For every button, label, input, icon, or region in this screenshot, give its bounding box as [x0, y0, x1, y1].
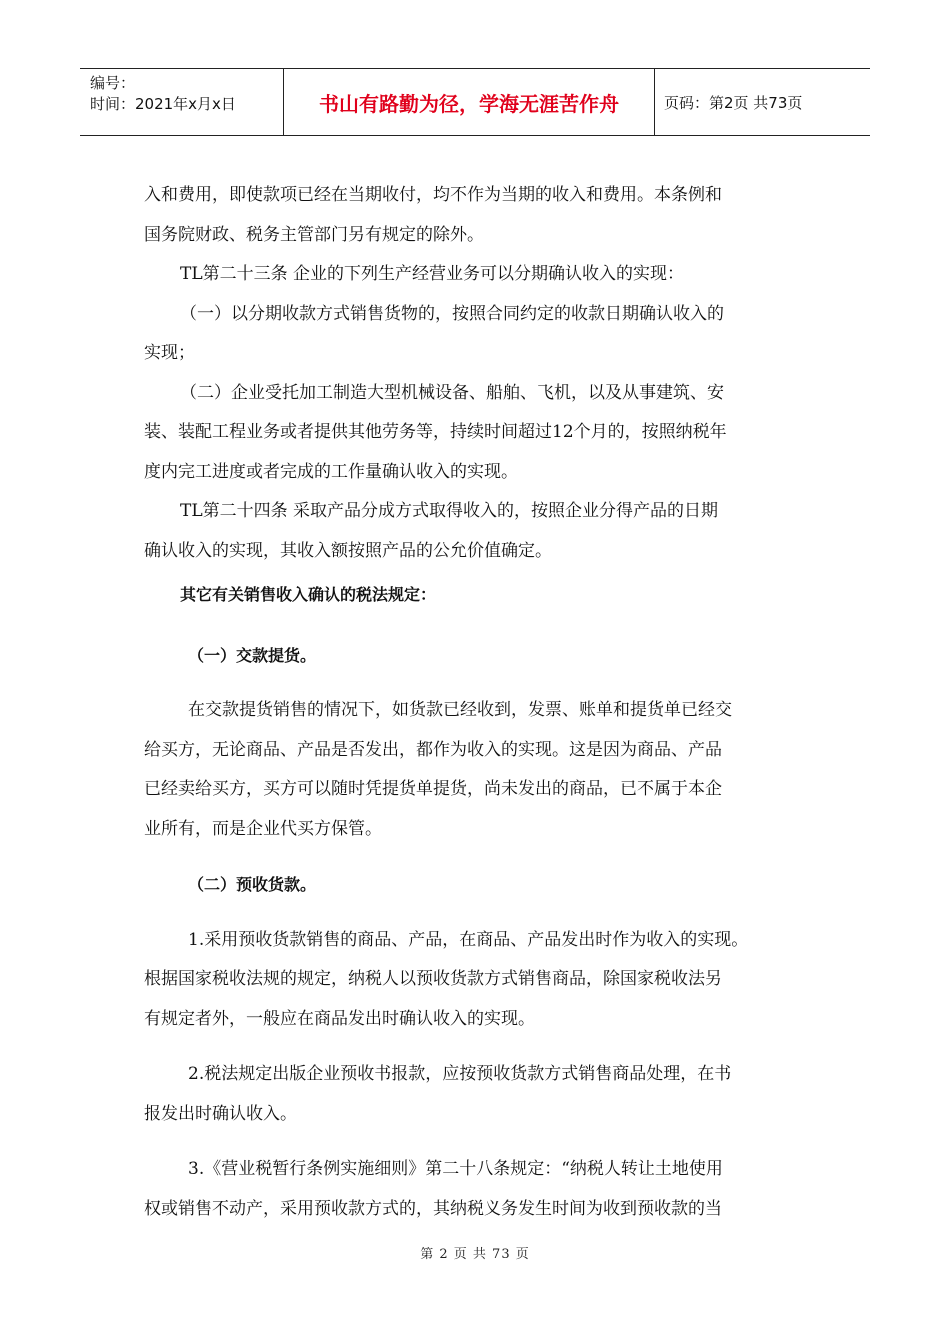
text-line: 确认收入的实现，其收入额按照产品的公允价值确定。: [144, 540, 552, 561]
text-line: 在交款提货销售的情况下，如货款已经收到，发票、账单和提货单已经交: [188, 700, 732, 720]
text-line: （二）企业受托加工制造大型机械设备、船舶、飞机，以及从事建筑、安: [180, 382, 724, 403]
number-label: 编号：: [90, 74, 136, 92]
article-24: TL第二十四条 采取产品分成方式取得收入的，按照企业分得产品的日期: [180, 501, 719, 521]
item-2: 2.税法规定出版企业预收书报款，应按预收货款方式销售商品处理，在书: [188, 1064, 732, 1084]
page-footer: 第 2 页 共 73 页: [420, 1247, 530, 1262]
text-line: 权或销售不动产，采用预收款方式的，其纳税义务发生时间为收到预收款的当: [144, 1198, 722, 1219]
text-line: 报发出时确认收入。: [144, 1103, 297, 1124]
text-line: 度内完工进度或者完成的工作量确认收入的实现。: [144, 461, 518, 482]
item-1: 1.采用预收货款销售的商品、产品，在商品、产品发出时作为收入的实现。: [188, 929, 749, 950]
text-line: 根据国家税收法规的规定，纳税人以预收货款方式销售商品，除国家税收法另: [144, 969, 722, 989]
article-23: TL第二十三条 企业的下列生产经营业务可以分期确认收入的实现：: [180, 264, 685, 284]
text-line: 实现；: [144, 343, 195, 363]
text-line: 业所有，而是企业代买方保管。: [144, 818, 382, 839]
text-line: 已经卖给买方，买方可以随时凭提货单提货，尚未发出的商品，已不属于本企: [144, 779, 722, 799]
text-line: 给买方，无论商品、产品是否发出，都作为收入的实现。这是因为商品、产品: [144, 739, 722, 760]
page-header: [80, 68, 870, 136]
date-label: 时间：2021年x月x日: [90, 95, 236, 113]
text-line: 入和费用，即使款项已经在当期收付，均不作为当期的收入和费用。本条例和: [144, 185, 722, 205]
item-3: 3.《营业税暂行条例实施细则》第二十八条规定：“纳税人转让土地使用: [188, 1159, 723, 1179]
text-line: （一）以分期收款方式销售货物的，按照合同约定的收款日期确认收入的: [180, 303, 724, 324]
header-meta: [80, 69, 283, 135]
text-line: 有规定者外，一般应在商品发出时确认收入的实现。: [144, 1008, 535, 1029]
section-heading: 其它有关销售收入确认的税法规定：: [180, 585, 437, 604]
header-page-info: 页码：第2页 共73页: [664, 93, 803, 112]
subsection-heading-1: （一）交款提货。: [188, 645, 317, 665]
text-line: 装、装配工程业务或者提供其他劳务等，持续时间超过12个月的，按照纳税年: [144, 422, 727, 442]
header-motto: 书山有路勤为径，学海无涯苦作舟: [283, 69, 655, 135]
text-line: 国务院财政、税务主管部门另有规定的除外。: [144, 224, 484, 245]
subsection-heading-2: （二）预收货款。: [188, 875, 317, 894]
document-body: [144, 176, 824, 1229]
